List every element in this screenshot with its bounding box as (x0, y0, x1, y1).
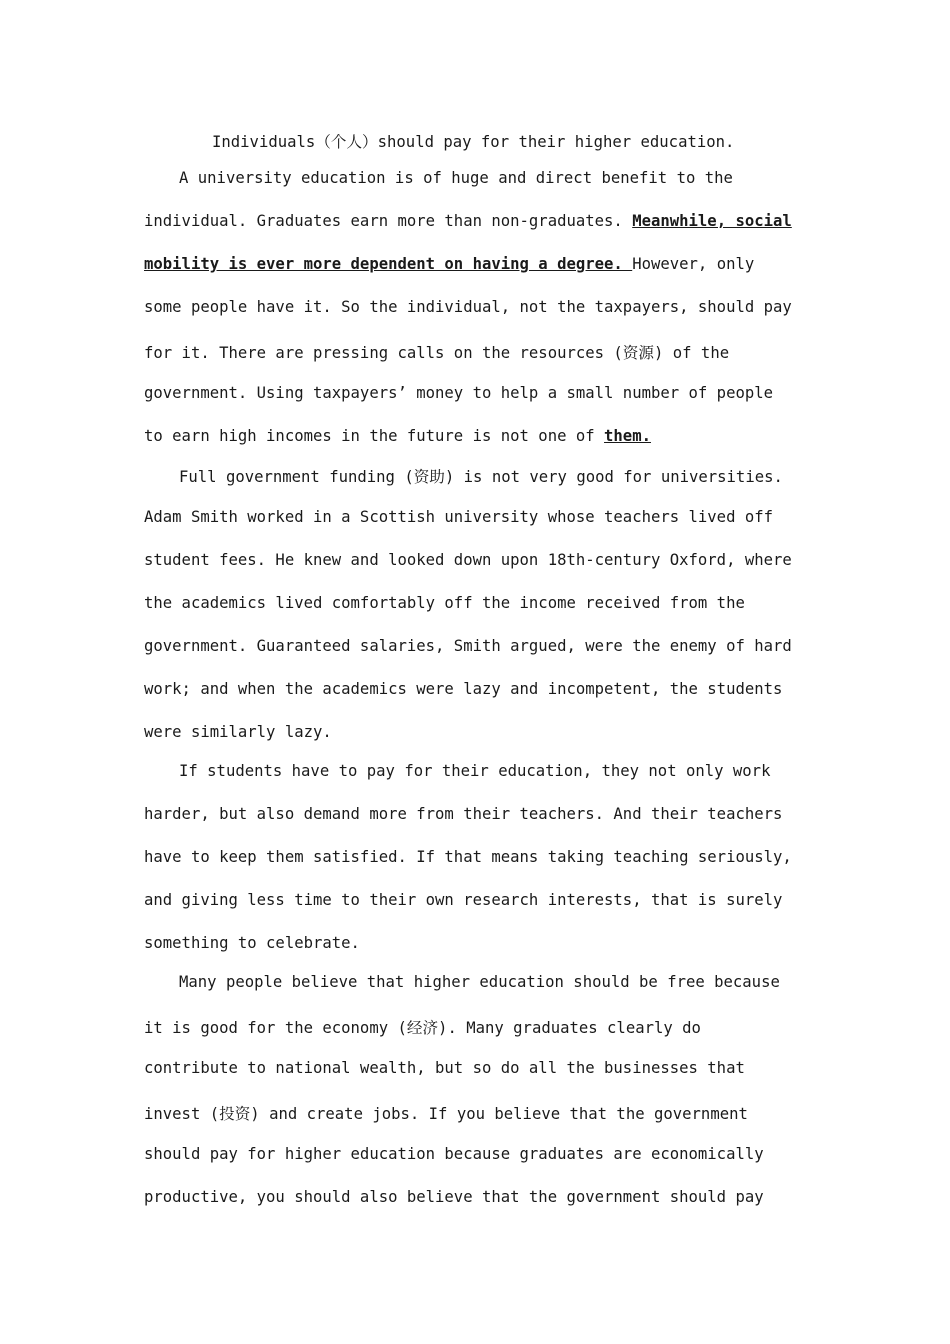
text-line: for it. There are pressing calls on the resources (资源) of the (144, 344, 730, 362)
text-line: were similarly lazy. (144, 723, 332, 741)
text-line: individual. Graduates earn more than non-graduates. Meanwhile, social (144, 212, 792, 230)
text-line: have to keep them satisfied. If that means taking teaching seriously, (144, 848, 792, 866)
text-line: invest (投资) and create jobs. If you believe that the government (144, 1105, 748, 1123)
text-line: Adam Smith worked in a Scottish university whose teachers lived off (144, 508, 774, 526)
text-line: government. Guaranteed salaries, Smith argued, were the enemy of hard (144, 637, 792, 655)
text-line: If students have to pay for their education, they not only work (179, 762, 771, 780)
text-line: productive, you should also believe that the government should pay (144, 1188, 764, 1206)
text-line: some people have it. So the individual, not the taxpayers, should pay (144, 298, 792, 316)
text-line: Many people believe that higher education should be free because (179, 973, 780, 991)
text-line: the academics lived comfortably off the income received from the (144, 594, 745, 612)
document-title: Individuals（个人）should pay for their higher education. (212, 133, 735, 151)
text-line: to earn high incomes in the future is not one of them. (144, 427, 651, 445)
text-line: mobility is ever more dependent on having a degree. However, only (144, 255, 755, 273)
text-line: something to celebrate. (144, 934, 360, 952)
text-line: and giving less time to their own research interests, that is surely (144, 891, 783, 909)
text-line: work; and when the academics were lazy and incompetent, the students (144, 680, 783, 698)
underlined-text: them. (604, 427, 651, 445)
text-line: A university education is of huge and direct benefit to the (179, 169, 733, 187)
text-line: should pay for higher education because graduates are economically (144, 1145, 764, 1163)
text-line: it is good for the economy (经济). Many graduates clearly do (144, 1019, 701, 1037)
text-line: contribute to national wealth, but so do all the businesses that (144, 1059, 745, 1077)
underlined-text: mobility is ever more dependent on having a degree. (144, 255, 633, 273)
text-line: harder, but also demand more from their teachers. And their teachers (144, 805, 783, 823)
text-line: student fees. He knew and looked down upon 18th-century Oxford, where (144, 551, 792, 569)
underlined-text: Meanwhile, social (632, 212, 792, 230)
text-line: government. Using taxpayers’ money to help a small number of people (144, 384, 774, 402)
text-line: Full government funding (资助) is not very good for universities. (179, 468, 783, 486)
